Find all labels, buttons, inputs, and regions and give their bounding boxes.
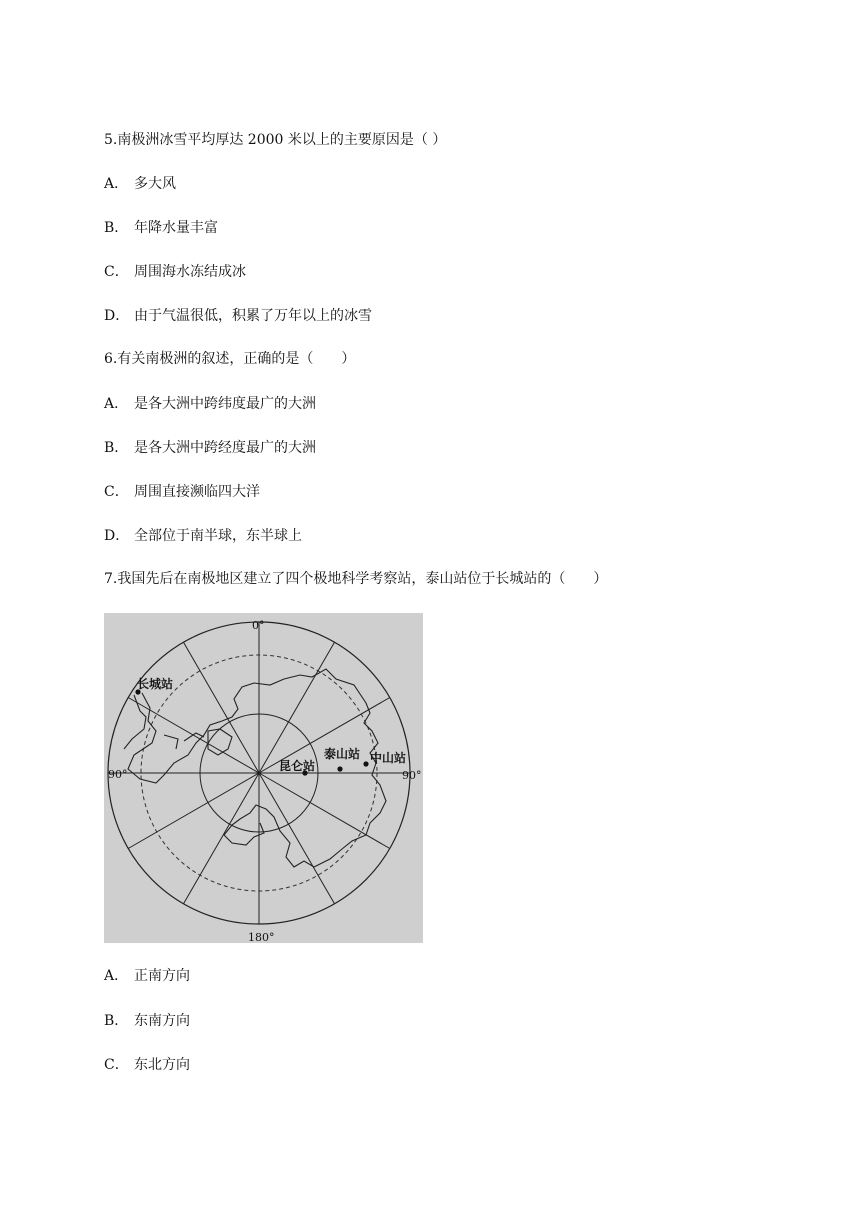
- question-7-option-c[interactable]: [104, 1056, 190, 1074]
- meridian-line: [128, 773, 259, 849]
- question-7-option-b[interactable]: [104, 1012, 190, 1030]
- option-text: 年降水量丰富: [134, 220, 218, 236]
- option-text: 是各大洲中跨纬度最广的大洲: [134, 396, 316, 412]
- longitude-label-top: 0°: [252, 619, 265, 632]
- peninsula-outline: [124, 695, 204, 749]
- option-letter: B．: [104, 220, 129, 236]
- option-text: 多大风: [134, 176, 176, 192]
- question-5-option-b[interactable]: [104, 219, 218, 237]
- option-letter: C．: [104, 1057, 129, 1073]
- question-5-option-d[interactable]: [104, 307, 372, 325]
- option-text: 东北方向: [134, 1057, 190, 1073]
- taishan-station-dot: [337, 766, 342, 771]
- option-letter: C．: [104, 484, 129, 500]
- option-text: 由于气温很低，积累了万年以上的冰雪: [134, 308, 372, 324]
- option-letter: B．: [104, 440, 129, 456]
- meridian-lines: [108, 622, 410, 924]
- option-letter: A．: [104, 176, 129, 192]
- meridian-line: [259, 773, 390, 849]
- question-7-stem: 7.我国先后在南极地区建立了四个极地科学考察站，泰山站位于长城站的（ ）: [104, 571, 608, 587]
- option-text: 周围海水冻结成冰: [134, 264, 246, 280]
- option-letter: D．: [104, 528, 130, 544]
- option-letter: D．: [104, 308, 130, 324]
- option-text: 东南方向: [134, 1013, 190, 1029]
- zhongshan-station-label: 中山站: [370, 751, 407, 765]
- question-5-option-a[interactable]: [104, 175, 176, 193]
- longitude-label-right: 90°: [402, 769, 422, 782]
- option-text: 正南方向: [134, 968, 190, 984]
- option-letter: A．: [104, 396, 129, 412]
- ice-shelf-outline: [208, 729, 232, 755]
- option-text: 全部位于南半球，东半球上: [134, 528, 302, 544]
- question-7-option-a[interactable]: [104, 967, 190, 985]
- question-5-option-c[interactable]: [104, 263, 246, 281]
- meridian-line: [128, 698, 259, 774]
- map-svg: [104, 613, 423, 943]
- longitude-label-bottom: 180°: [248, 931, 275, 943]
- meridian-line: [259, 773, 335, 904]
- antarctica-polar-map: [104, 613, 423, 943]
- longitude-label-left: 90°: [108, 768, 128, 781]
- changcheng-station-label: 长城站: [137, 677, 174, 691]
- question-6-stem: 6.有关南极洲的叙述，正确的是（ ）: [104, 351, 356, 367]
- meridian-line: [184, 773, 260, 904]
- question-6-option-c[interactable]: [104, 483, 260, 501]
- taishan-station-label: 泰山站: [324, 747, 361, 761]
- question-6-option-b[interactable]: [104, 439, 316, 457]
- option-letter: A．: [104, 968, 129, 984]
- option-letter: C．: [104, 264, 129, 280]
- question-5-stem: 5.南极洲冰雪平均厚达 2000 米以上的主要原因是（ ）: [104, 132, 447, 148]
- question-6-option-a[interactable]: [104, 395, 316, 413]
- zhongshan-station-dot: [363, 761, 368, 766]
- option-text: 是各大洲中跨经度最广的大洲: [134, 440, 316, 456]
- option-letter: B．: [104, 1013, 129, 1029]
- kunlun-station-label: 昆仑站: [279, 759, 316, 773]
- question-6-option-d[interactable]: [104, 527, 302, 545]
- option-text: 周围直接濒临四大洋: [134, 484, 260, 500]
